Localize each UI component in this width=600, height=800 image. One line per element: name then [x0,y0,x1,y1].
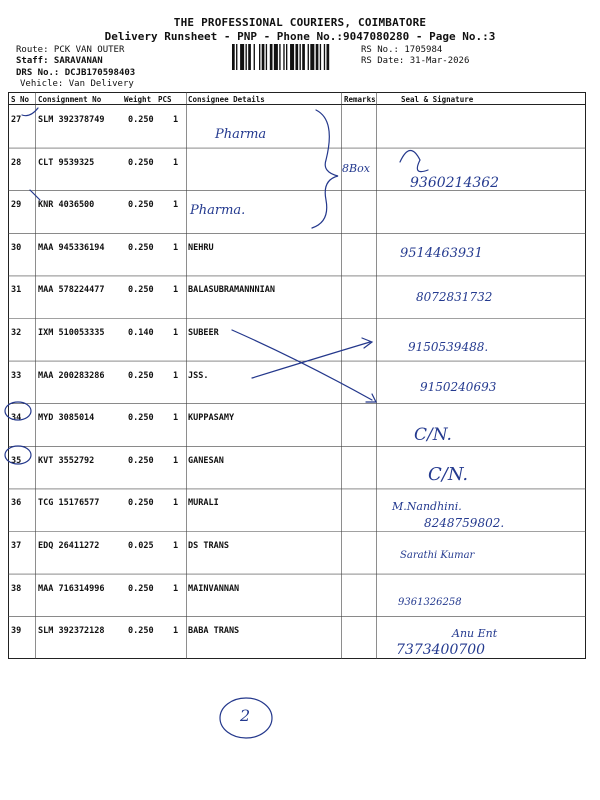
row-weight: 0.250 [128,583,154,594]
row-consignment-no: KNR 4036500 [38,200,95,211]
handwritten-signature-38: 9361326258 [398,597,462,608]
handwritten-signature-39-name: Anu Ent [452,627,498,640]
row-consignee: SUBEER [188,328,219,338]
row-consignment-no: SLM 392372128 [38,626,105,637]
row-consignee: GANESAN [188,455,224,466]
row-consignment-no: TCG 15176577 [38,498,100,509]
col-pcs: PCS [158,95,172,104]
col-consignee: Consignee Details [188,95,265,104]
row-consignee: MURALI [188,498,219,509]
row-consignment-no: MAA 200283286 [38,370,105,381]
handwritten-signature-39-phone: 7373400700 [396,642,486,658]
col-sno: S No [11,95,30,104]
row-sno: 33 [11,370,22,381]
row-consignee: DS TRANS [188,541,229,551]
row-consignment-no: MAA 945336194 [38,242,105,253]
handwritten-signature-32: 9150539488. [408,340,489,354]
handwritten-page-number: 2 [240,706,251,725]
row-pcs: 1 [173,242,179,253]
row-sno: 34 [11,413,22,424]
row-consignee: KUPPASAMY [188,413,235,424]
row-weight: 0.250 [128,413,154,424]
runsheet-table [8,92,586,659]
row-consignee: BABA TRANS [188,626,240,637]
row-consignment-no: MAA 716314996 [38,583,105,594]
row-sno: 27 [11,115,22,125]
vehicle-label: Vehicle: Van Delivery [20,79,134,89]
row-sno: 37 [11,541,22,551]
handwritten-signature-34: C/N. [414,425,452,445]
row-weight: 0.250 [128,455,154,466]
row-consignment-no: EDQ 26411272 [38,541,100,551]
row-pcs: 1 [173,328,179,338]
handwritten-signature-33: 9150240693 [420,380,497,394]
row-consignee: NEHRU [188,242,214,253]
handwritten-signature-36-phone: 8248759802. [424,516,505,530]
row-consignment-no: MAA 578224477 [38,285,105,296]
row-pcs: 1 [173,157,179,168]
row-pcs: 1 [173,370,179,381]
row-weight: 0.250 [128,242,154,253]
rs-date: RS Date: 31-Mar-2026 [361,56,470,66]
row-weight: 0.250 [128,115,154,125]
handwritten-signature-37: Sarathi Kumar [400,550,475,561]
row-sno: 36 [11,498,22,509]
row-consignee: BALASUBRAMANNNIAN [188,285,275,296]
runsheet-subtitle: Delivery Runsheet - PNP - Phone No.:9047080280 - Page No.:3 [104,30,496,43]
row-weight: 0.250 [128,200,154,211]
row-weight: 0.250 [128,157,154,168]
row-pcs: 1 [173,115,179,125]
row-sno: 32 [11,328,22,338]
handwritten-signature-35: C/N. [428,464,469,485]
row-pcs: 1 [173,455,179,466]
row-sno: 35 [11,455,22,466]
row-weight: 0.025 [128,541,154,551]
row-consignee: JSS. [188,370,209,381]
row-sno: 28 [11,157,22,168]
row-weight: 0.250 [128,626,154,637]
row-pcs: 1 [173,626,179,637]
row-weight: 0.140 [128,328,154,338]
row-pcs: 1 [173,541,179,551]
handwritten-signature-30: 9514463931 [400,246,483,261]
row-consignment-no: SLM 392378749 [38,115,105,125]
handwritten-pharma-2: Pharma. [190,203,246,218]
staff-label: Staff: SARAVANAN [16,56,103,66]
route-label: Route: PCK VAN OUTER [16,45,125,55]
row-sno: 38 [11,583,22,594]
drs-number: DRS No.: DCJB170598403 [16,68,136,78]
row-weight: 0.250 [128,498,154,509]
row-pcs: 1 [173,583,179,594]
row-sno: 29 [11,200,22,211]
company-title: THE PROFESSIONAL COURIERS, COIMBATORE [173,16,427,29]
row-consignment-no: MYD 3085014 [38,413,95,424]
row-consignment-no: CLT 9539325 [38,157,95,168]
handwritten-remark-box: 8Box [342,162,370,175]
row-pcs: 1 [173,498,179,509]
row-sno: 30 [11,242,22,253]
col-remarks: Remarks [344,95,376,104]
barcode [232,44,360,70]
row-pcs: 1 [173,285,179,296]
row-sno: 39 [11,626,22,637]
row-pcs: 1 [173,200,179,211]
col-consignment: Consignment No [38,95,102,104]
handwritten-pharma-1: Pharma [215,127,267,142]
rs-number: RS No.: 1705984 [361,45,443,55]
handwritten-signature-31: 8072831732 [416,290,493,304]
row-consignee: MAINVANNAN [188,583,240,594]
row-consignment-no: KVT 3552792 [38,455,95,466]
col-weight: Weight [124,95,152,104]
row-consignment-no: IXM 510053335 [38,328,105,338]
row-sno: 31 [11,285,22,296]
handwritten-signature-28: 9360214362 [410,175,500,191]
row-weight: 0.250 [128,370,154,381]
col-seal-signature: Seal & Signature [401,95,474,104]
handwritten-signature-36-name: M.Nandhini. [392,500,462,513]
row-weight: 0.250 [128,285,154,296]
row-pcs: 1 [173,413,179,424]
